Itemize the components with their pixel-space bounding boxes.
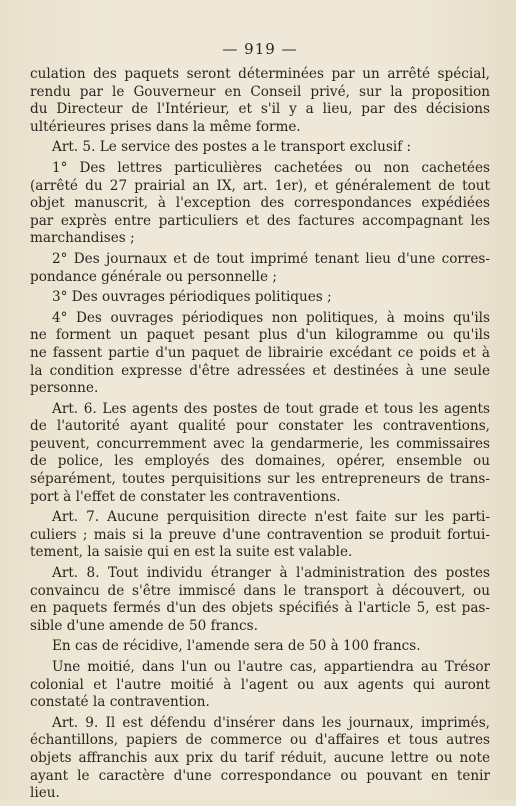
text-line: par exprès entre particuliers et des factures accompagnant les <box>30 212 490 229</box>
text-line: Art. 8. Tout individu étranger à l'administration des postes <box>52 565 490 582</box>
paragraph <box>30 401 490 507</box>
text-line: Une moitié, dans l'un ou l'autre cas, appartiendra au Trésor <box>52 659 490 675</box>
text-line: la condition expresse d'être adressées et destinées à une seule <box>30 362 490 379</box>
text-line: 3° Des ouvrages périodiques politiques ; <box>52 289 332 306</box>
text-line: culiers ; mais si la preuve d'une contravention se produit fortui- <box>30 526 490 543</box>
paragraph <box>30 715 490 803</box>
text-line: objets affranchis aux prix du tarif réduit, aucune lettre ou note <box>30 749 490 766</box>
text-line: colonial et l'autre moitié à l'agent ou aux agents qui auront <box>30 676 490 693</box>
paragraph <box>30 638 490 656</box>
text-line: ayant le caractère d'une correspondance ou pouvant en tenir <box>30 767 490 784</box>
paragraph <box>30 160 490 248</box>
paragraph <box>30 139 490 157</box>
text-line: pondance générale ou personnelle ; <box>30 268 277 285</box>
paragraph <box>30 289 490 307</box>
text-line: 4° Des ouvrages périodiques non politiques, à moins qu'ils <box>52 309 490 326</box>
text-line: lieu. <box>30 785 60 802</box>
text-line: peuvent, concurremment avec la gendarmerie, les commissaires <box>30 435 490 452</box>
text-line: rendu par le Gouverneur en Conseil privé, sur la proposition <box>30 83 490 100</box>
text-line: échantillons, papiers de commerce ou d'affaires et tous autres <box>30 732 490 749</box>
paragraph <box>30 659 490 712</box>
text-line: marchandises ; <box>30 230 135 247</box>
text-line: séparément, toutes perquisitions sur les entrepreneurs de trans- <box>30 471 490 488</box>
text-line: Art. 6. Les agents des postes de tout grade et tous les agents <box>52 400 490 417</box>
text-line: En cas de récidive, l'amende sera de 50 à 100 francs. <box>52 638 421 655</box>
text-line: Art. 9. Il est défendu d'insérer dans les journaux, imprimés, <box>52 714 490 731</box>
text-line: personne. <box>30 380 99 397</box>
text-line: de police, les employés des domaines, opérer, ensemble ou <box>30 453 490 470</box>
paragraph <box>30 66 490 136</box>
text-line: port à l'effet de constater les contraventions. <box>30 488 341 505</box>
document-body <box>30 66 490 806</box>
text-line: tement, la saisie qui en est la suite est valable. <box>30 544 353 561</box>
text-line: convaincu de s'être immiscé dans le transport à découvert, ou <box>30 582 490 599</box>
text-line: en paquets fermés d'un des objets spécifiés à l'article 5, est pas- <box>30 600 490 617</box>
text-line: objet manuscrit, à l'exception des correspondances expédiées <box>30 195 490 212</box>
text-line: ultérieures prises dans la même forme. <box>30 118 301 135</box>
text-line: (arrêté du 27 prairial an IX, art. 1er), et généralement de tout <box>30 177 490 194</box>
text-line: du Directeur de l'Intérieur, et s'il y a lieu, par des décisions <box>30 101 490 118</box>
paragraph <box>30 251 490 286</box>
text-line: ne forment un paquet pesant plus d'un kilogramme ou qu'ils <box>30 327 490 344</box>
text-line: culation des paquets seront déterminées par un arrêté spécial, <box>30 66 490 82</box>
paragraph <box>30 509 490 562</box>
text-line: ne fassent partie d'un paquet de librairie excédant ce poids et à <box>30 344 490 361</box>
text-line: constaté la contravention. <box>30 694 210 711</box>
paragraph <box>30 310 490 398</box>
paragraph <box>30 565 490 635</box>
text-line: Art. 7. Aucune perquisition directe n'est faite sur les parti- <box>52 509 490 526</box>
text-line: sible d'une amende de 50 francs. <box>30 617 258 634</box>
text-line: 2° Des journaux et de tout imprimé tenant lieu d'une corres- <box>52 250 490 267</box>
text-line: 1° Des lettres particulières cachetées ou non cachetées <box>52 159 490 176</box>
text-line: de l'autorité ayant qualité pour constater les contraventions, <box>30 418 490 435</box>
page-number: — 919 — <box>222 40 298 58</box>
text-line: Art. 5. Le service des postes a le transport exclusif : <box>52 139 412 156</box>
